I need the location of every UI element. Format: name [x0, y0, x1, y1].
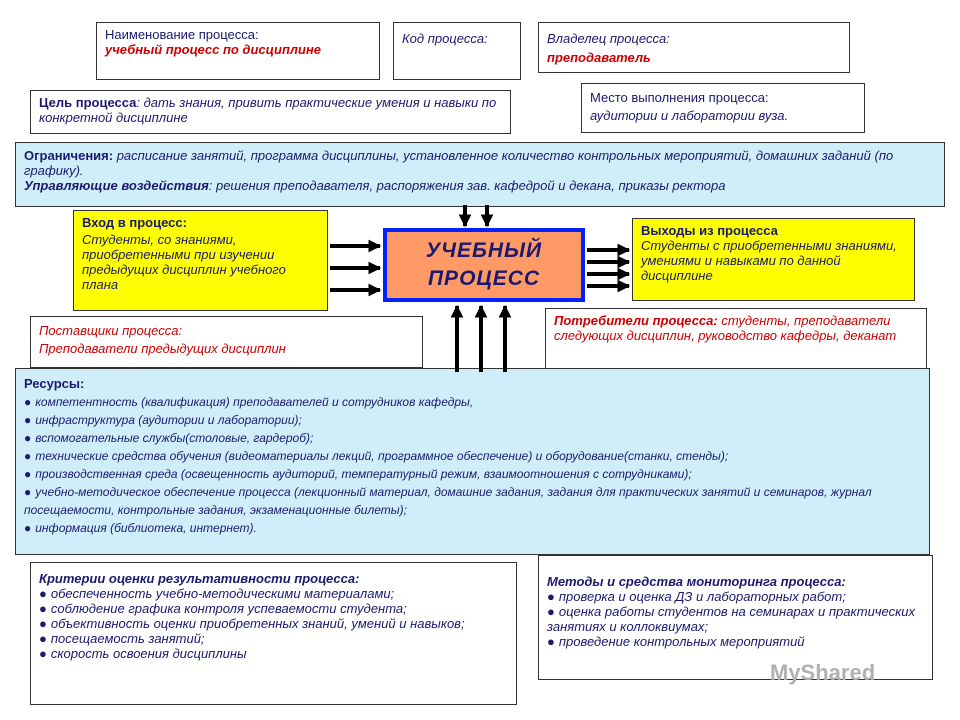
- criteria-item: ● скорость освоения дисциплины: [39, 646, 247, 661]
- bullet-icon: ●: [24, 467, 32, 481]
- criteria-item: ● обеспеченность учебно-методическими материалами;: [39, 586, 395, 601]
- process-location-label: Место выполнения процесса:: [590, 90, 769, 105]
- control-actions-value: : решения преподавателя, распоряжения зав. кафедрой и декана, приказы ректора: [208, 178, 726, 193]
- resources-item: ● учебно-методическое обеспечение процесса (лекционный материал, домашние задания, задания для практических занятий и семинаров, журнал посещаемости, контрольные задания, экзаменационные билеты);: [24, 485, 872, 517]
- suppliers-label: Поставщики процесса:: [39, 323, 183, 338]
- process-name-value: учебный процесс по дисциплине: [105, 42, 322, 57]
- criteria-item: ● посещаемость занятий;: [39, 631, 205, 646]
- core-line-2: ПРОЦЕСС: [427, 267, 541, 290]
- core-line-1: УЧЕБНЫЙ: [425, 239, 543, 262]
- consumers-label: Потребители процесса:: [554, 313, 718, 328]
- constraints-label: Ограничения:: [24, 148, 114, 163]
- resources-item: ● производственная среда (освещенность аудиторий, температурный режим, взаимоотношения с сотрудниками);: [24, 467, 692, 481]
- resources-item: ● вспомогательные службы(столовые, гардероб);: [24, 431, 314, 445]
- process-owner-value: преподаватель: [547, 50, 651, 65]
- constraints-value: расписание занятий, программа дисциплины, установленное количество контрольных мероприятий, домашних заданий (по графику).: [24, 148, 894, 178]
- bullet-icon: ●: [24, 431, 32, 445]
- input-value: Студенты, со знаниями, приобретенными при изучении предыдущих дисциплин учебного плана: [82, 232, 286, 292]
- control-actions-label: Управляющие воздействия: [24, 178, 209, 193]
- bullet-icon: ●: [24, 485, 32, 499]
- process-code-label: Код процесса:: [402, 31, 488, 46]
- output-label: Выходы из процесса: [641, 223, 778, 238]
- bullet-icon: ●: [547, 589, 555, 604]
- input-label: Вход в процесс:: [82, 215, 187, 230]
- bullet-icon: ●: [24, 521, 32, 535]
- resources-item: ● компетентность (квалификация) преподавателей и сотрудников кафедры,: [24, 395, 474, 409]
- bullet-icon: ●: [547, 604, 555, 619]
- resources-item: ● информация (библиотека, интернет).: [24, 521, 257, 535]
- process-goal-value: : дать знания, привить практические умения и навыки по конкретной дисциплине: [39, 95, 497, 125]
- bullet-icon: ●: [39, 616, 47, 631]
- watermark-logo: [770, 660, 875, 686]
- resources-item: ● инфраструктура (аудитории и лаборатории);: [24, 413, 302, 427]
- bullet-icon: ●: [39, 586, 47, 601]
- bullet-icon: ●: [39, 631, 47, 646]
- resources-label: Ресурсы:: [24, 376, 85, 391]
- monitoring-item: ● оценка работы студентов на семинарах и практических занятиях и коллоквиумах;: [547, 604, 915, 634]
- bullet-icon: ●: [24, 449, 32, 463]
- monitoring-label: Методы и средства мониторинга процесса:: [547, 574, 846, 589]
- bullet-icon: ●: [24, 413, 32, 427]
- consumers-value: студенты, преподаватели следующих дисциплин, руководство кафедры, деканат: [554, 313, 897, 343]
- process-name-label: Наименование процесса:: [105, 27, 259, 42]
- process-goal-label: Цель процесса: [39, 95, 137, 110]
- bullet-icon: ●: [547, 634, 555, 649]
- bullet-icon: ●: [24, 395, 32, 409]
- criteria-item: ● соблюдение графика контроля успеваемости студента;: [39, 601, 407, 616]
- watermark-text: MyShared: [770, 660, 876, 685]
- output-value: Студенты с приобретенными знаниями, умениями и навыками по данной дисциплине: [641, 238, 897, 283]
- criteria-item: ● объективность оценки приобретенных знаний, умений и навыков;: [39, 616, 465, 631]
- process-location-value: аудитории и лаборатории вуза.: [590, 108, 789, 123]
- monitoring-item: ● проведение контрольных мероприятий: [547, 634, 805, 649]
- criteria-label: Критерии оценки результативности процесса:: [39, 571, 360, 586]
- resources-item: ● технические средства обучения (видеоматериалы лекций, программное обеспечение) и оборудование(станки, стенды);: [24, 449, 729, 463]
- bullet-icon: ●: [39, 646, 47, 661]
- bullet-icon: ●: [39, 601, 47, 616]
- process-owner-label: Владелец процесса:: [547, 31, 670, 46]
- monitoring-item: ● проверка и оценка ДЗ и лабораторных работ;: [547, 589, 846, 604]
- suppliers-value: Преподаватели предыдущих дисциплин: [39, 341, 286, 356]
